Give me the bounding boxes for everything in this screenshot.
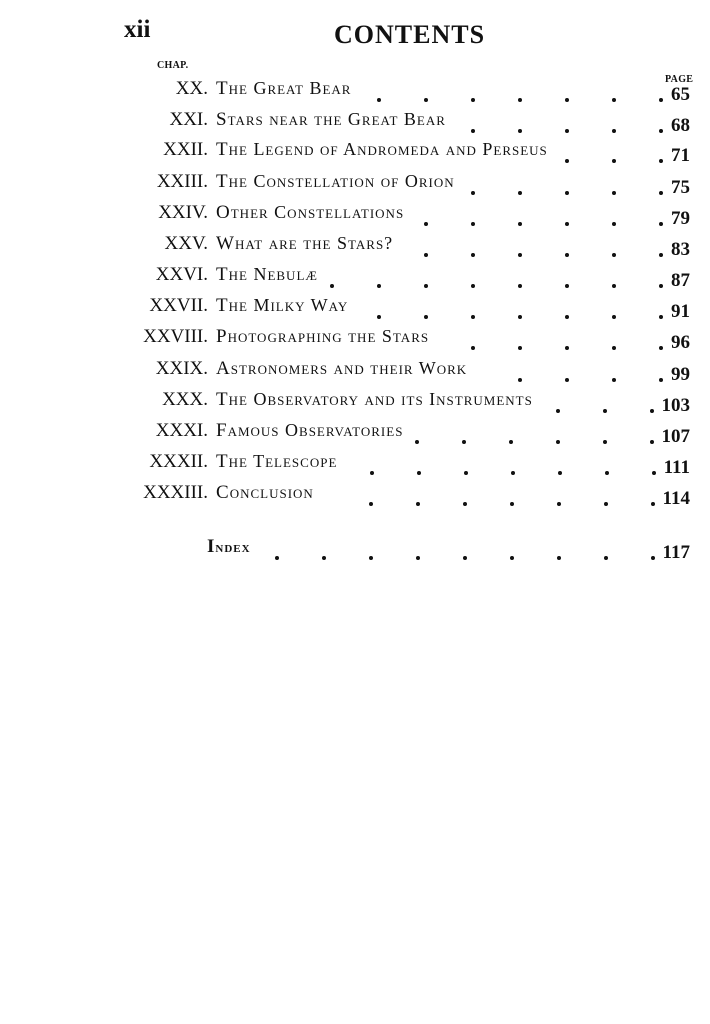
leader-dot	[565, 98, 569, 102]
leader-dot	[471, 191, 475, 195]
toc-index-entry	[0, 536, 710, 566]
leader-dot	[471, 98, 475, 102]
toc-entry	[0, 139, 710, 169]
leader-dot	[322, 556, 326, 560]
leader-dot	[612, 378, 616, 382]
chapter-number: XXVII.	[149, 295, 208, 316]
chapter-number: XXX.	[162, 389, 208, 410]
chapter-title: What are the Stars?	[216, 233, 394, 254]
leader-dot	[518, 346, 522, 350]
chapter-title: Stars near the Great Bear	[216, 109, 446, 130]
leader-dot	[565, 315, 569, 319]
toc-entry	[0, 295, 710, 325]
leader-dot	[511, 471, 515, 475]
chapter-title: The Great Bear	[216, 78, 352, 99]
leader-dot	[518, 222, 522, 226]
leader-dot	[471, 346, 475, 350]
leader-dot	[612, 191, 616, 195]
leader-dot	[275, 556, 279, 560]
leader-dot	[417, 471, 421, 475]
leader-dot	[518, 253, 522, 257]
index-page-ref: 117	[662, 542, 690, 563]
toc-entry	[0, 358, 710, 388]
leader-dot	[518, 129, 522, 133]
leader-dot	[416, 502, 420, 506]
leader-dot	[510, 556, 514, 560]
leader-dot	[603, 409, 607, 413]
leader-dot	[424, 284, 428, 288]
page-ref: 114	[662, 488, 690, 509]
toc-entry	[0, 451, 710, 481]
leader-dot	[565, 191, 569, 195]
leader-dot	[471, 284, 475, 288]
leader-dot	[612, 222, 616, 226]
leader-dot	[463, 556, 467, 560]
leader-dot	[612, 129, 616, 133]
page-ref: 91	[671, 301, 690, 322]
page-ref: 87	[671, 270, 690, 291]
leader-dot	[556, 409, 560, 413]
chapter-number: XXXII.	[149, 451, 208, 472]
chapter-number: XXIV.	[158, 202, 208, 223]
leader-dot	[612, 253, 616, 257]
chapter-title: The Nebulæ	[216, 264, 318, 285]
toc-entry	[0, 482, 710, 512]
leader-dot	[518, 378, 522, 382]
toc-entry	[0, 109, 710, 139]
page-ref: 96	[671, 332, 690, 353]
leader-dot	[558, 471, 562, 475]
chapter-number: XXV.	[164, 233, 208, 254]
page-ref: 79	[671, 208, 690, 229]
leader-dot	[659, 191, 663, 195]
leader-dot	[377, 284, 381, 288]
leader-dot	[518, 191, 522, 195]
leader-dot	[565, 284, 569, 288]
chapter-title: The Milky Way	[216, 295, 349, 316]
chapter-number: XXVIII.	[143, 326, 208, 347]
leader-dot	[659, 159, 663, 163]
leader-dot	[612, 159, 616, 163]
leader-dot	[510, 502, 514, 506]
chapter-number: XXXI.	[155, 420, 208, 441]
chapter-number: XX.	[175, 78, 208, 99]
chapter-title: The Telescope	[216, 451, 338, 472]
leader-dot	[604, 502, 608, 506]
leader-dot	[612, 346, 616, 350]
leader-dot	[424, 98, 428, 102]
page-ref: 99	[671, 364, 690, 385]
leader-dot	[556, 440, 560, 444]
leader-dot	[424, 315, 428, 319]
page-ref: 111	[663, 457, 690, 478]
chapter-number: XXIII.	[156, 171, 208, 192]
leader-dot	[652, 471, 656, 475]
leader-dot	[565, 253, 569, 257]
leader-dot	[415, 440, 419, 444]
leader-dot	[424, 222, 428, 226]
toc-entry	[0, 233, 710, 263]
toc-entry	[0, 264, 710, 294]
chapter-title: Conclusion	[216, 482, 314, 503]
chapter-number: XXVI.	[155, 264, 208, 285]
leader-dot	[518, 284, 522, 288]
leader-dot	[604, 556, 608, 560]
leader-dot	[330, 284, 334, 288]
toc-entry	[0, 78, 710, 108]
leader-dot	[659, 129, 663, 133]
leader-dot	[605, 471, 609, 475]
chapter-number: XXI.	[169, 109, 208, 130]
leader-dot	[659, 378, 663, 382]
page-number: xii	[124, 16, 151, 43]
leader-dot	[509, 440, 513, 444]
leader-dot	[659, 315, 663, 319]
leader-dot	[416, 556, 420, 560]
chapter-title: Famous Observatories	[216, 420, 404, 441]
chapter-title: The Observatory and its Instruments	[216, 389, 533, 410]
leader-dot	[565, 159, 569, 163]
leader-dot	[651, 502, 655, 506]
leader-dot	[471, 129, 475, 133]
leader-dot	[612, 284, 616, 288]
chapter-title: The Legend of Andromeda and Perseus	[216, 139, 548, 160]
page-ref: 68	[671, 115, 690, 136]
leader-dot	[565, 129, 569, 133]
leader-dot	[603, 440, 607, 444]
toc-entry	[0, 389, 710, 419]
leader-dot	[464, 471, 468, 475]
chapter-number: XXIX.	[155, 358, 208, 379]
toc-entry	[0, 202, 710, 232]
leader-dot	[471, 222, 475, 226]
leader-dot	[612, 98, 616, 102]
page-title: CONTENTS	[334, 20, 486, 49]
leader-dot	[370, 471, 374, 475]
leader-dot	[651, 556, 655, 560]
toc-entry	[0, 326, 710, 356]
leader-dot	[557, 556, 561, 560]
chapter-title: Astronomers and their Work	[216, 358, 468, 379]
leader-dot	[565, 346, 569, 350]
leader-dot	[369, 502, 373, 506]
leader-dot	[659, 253, 663, 257]
leader-dot	[369, 556, 373, 560]
leader-dot	[463, 502, 467, 506]
chapter-title: The Constellation of Orion	[216, 171, 455, 192]
page-ref: 83	[671, 239, 690, 260]
leader-dot	[650, 409, 654, 413]
page-ref: 103	[661, 395, 690, 416]
chapter-number: XXII.	[163, 139, 208, 160]
chapter-number: XXXIII.	[143, 482, 208, 503]
page-ref: 65	[671, 84, 690, 105]
page-column-label: PAGE	[665, 74, 694, 85]
leader-dot	[659, 346, 663, 350]
leader-dot	[612, 315, 616, 319]
leader-dot	[659, 284, 663, 288]
leader-dot	[659, 98, 663, 102]
toc-entry	[0, 171, 710, 201]
leader-dot	[462, 440, 466, 444]
chapter-title: Other Constellations	[216, 202, 405, 223]
leader-dot	[659, 222, 663, 226]
index-title: Index	[207, 536, 251, 557]
leader-dot	[518, 98, 522, 102]
leader-dot	[424, 253, 428, 257]
leader-dot	[650, 440, 654, 444]
leader-dot	[518, 315, 522, 319]
leader-dot	[471, 253, 475, 257]
toc-entry	[0, 420, 710, 450]
chapter-column-label: CHAP.	[157, 60, 189, 71]
leader-dot	[471, 315, 475, 319]
page-ref: 71	[671, 145, 690, 166]
page-ref: 75	[671, 177, 690, 198]
leader-dot	[377, 98, 381, 102]
leader-dot	[557, 502, 561, 506]
page-ref: 107	[661, 426, 690, 447]
chapter-title: Photographing the Stars	[216, 326, 430, 347]
leader-dot	[565, 222, 569, 226]
leader-dot	[377, 315, 381, 319]
leader-dot	[565, 378, 569, 382]
